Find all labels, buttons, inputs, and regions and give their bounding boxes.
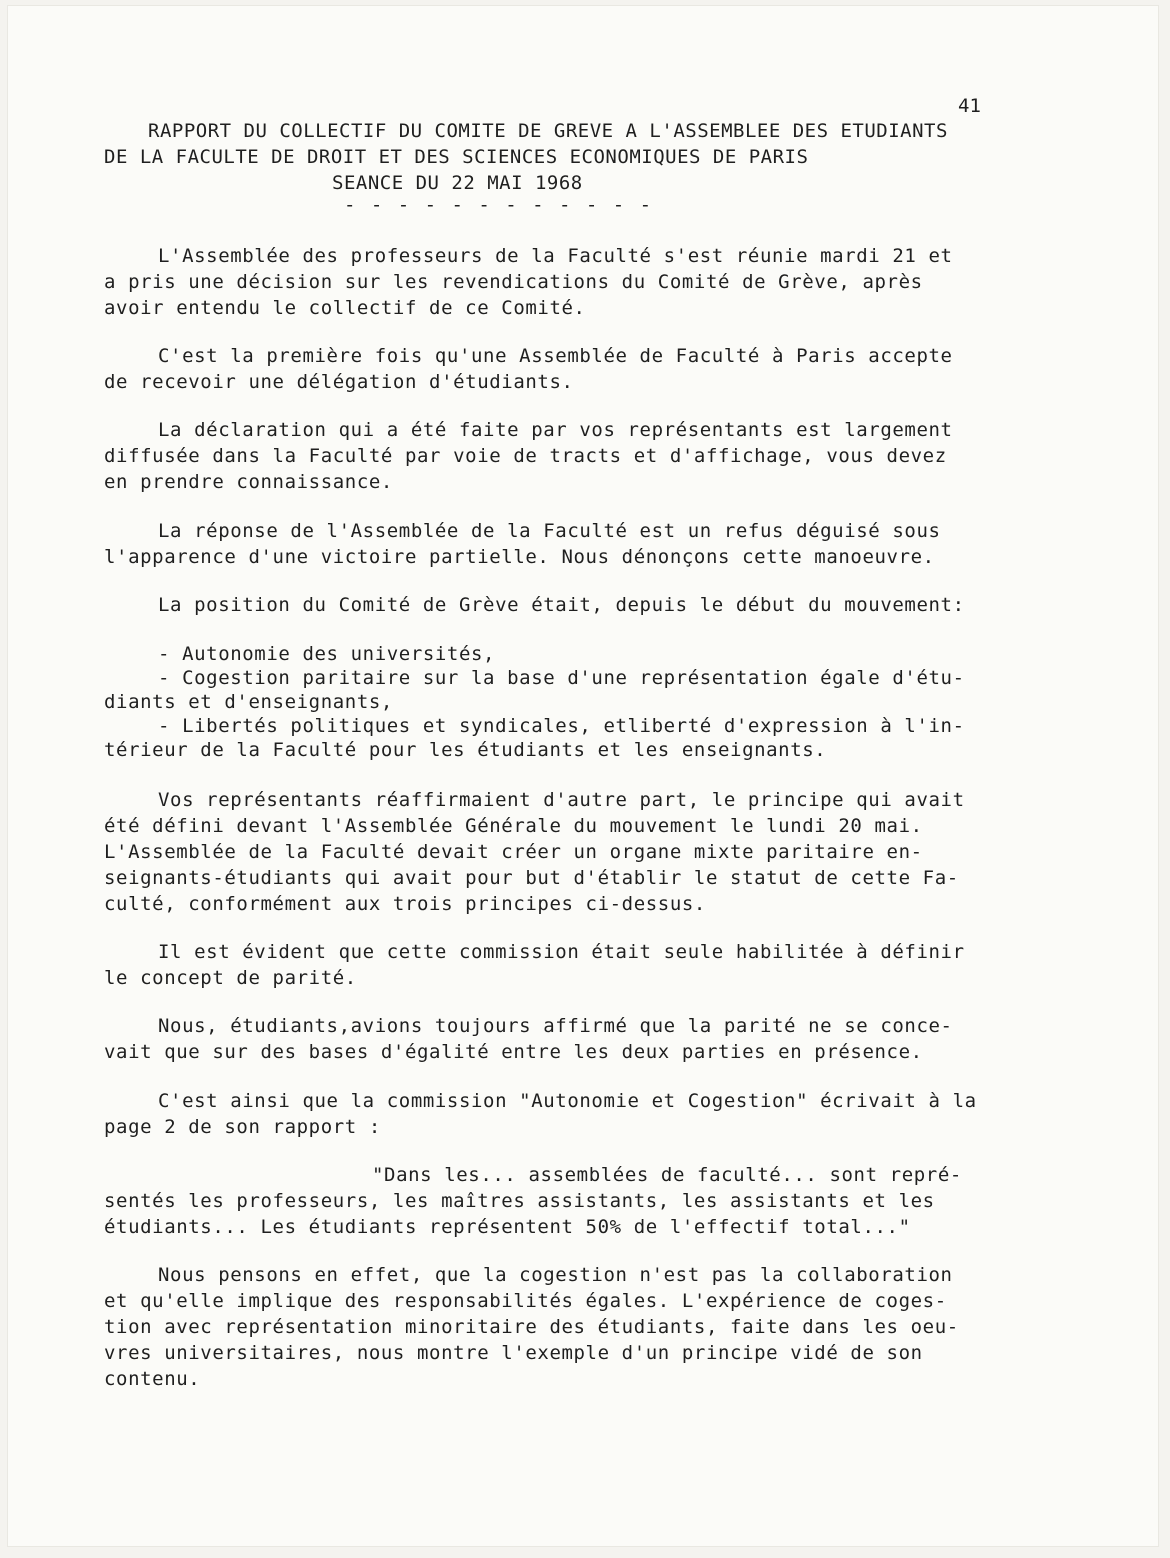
quote-line: étudiants... Les étudiants représentent 50% de l'effectif total..." [104,1216,911,1238]
body-line: avoir entendu le collectif de ce Comité. [104,297,586,319]
body-line: Nous, étudiants,avions toujours affirmé que la parité ne se conce- [158,1015,953,1037]
page-number: 41 [958,95,981,117]
list-item: - Cogestion paritaire sur la base d'une représentation égale d'étu- [158,667,965,689]
body-line: Il est évident que cette commission était seule habilitée à définir [158,941,965,963]
body-line: C'est la première fois qu'une Assemblée de Faculté à Paris accepte [158,345,953,367]
quote-line: "Dans les... assemblées de faculté... sont repré- [372,1164,962,1186]
title-line-2: DE LA FACULTE DE DROIT ET DES SCIENCES ECONOMIQUES DE PARIS [104,146,809,168]
body-line: vait que sur des bases d'égalité entre les deux parties en présence. [104,1041,923,1063]
list-item: - Libertés politiques et syndicales, etliberté d'expression à l'in- [158,715,965,737]
title-line-3: SEANCE DU 22 MAI 1968 [332,172,583,194]
body-line: de recevoir une délégation d'étudiants. [104,371,574,393]
body-line: et qu'elle implique des responsabilités égales. L'expérience de coges- [104,1290,947,1312]
body-line: Vos représentants réaffirmaient d'autre part, le principe qui avait [158,789,965,811]
body-line: L'Assemblée de la Faculté devait créer un organe mixte paritaire en- [104,841,923,863]
body-line: l'apparence d'une victoire partielle. Nous dénonçons cette manoeuvre. [104,546,935,568]
body-line: en prendre connaissance. [104,471,393,493]
body-line: vres universitaires, nous montre l'exemple d'un principe vidé de son [104,1342,923,1364]
body-line: C'est ainsi que la commission "Autonomie et Cogestion" écrivait à la [158,1090,977,1112]
body-line: Nous pensons en effet, que la cogestion n'est pas la collaboration [158,1264,953,1286]
body-line: a pris une décision sur les revendications du Comité de Grève, après [104,271,923,293]
quote-line: sentés les professeurs, les maîtres assistants, les assistants et les [104,1190,935,1212]
body-line: page 2 de son rapport : [104,1116,381,1138]
body-line: L'Assemblée des professeurs de la Faculté s'est réunie mardi 21 et [158,245,953,267]
body-line: été défini devant l'Assemblée Générale du mouvement le lundi 20 mai. [104,815,923,837]
body-line: le concept de parité. [104,967,357,989]
body-line: tion avec représentation minoritaire des étudiants, faite dans les oeu- [104,1316,959,1338]
body-line: térieur de la Faculté pour les étudiants et les enseignants. [104,739,827,761]
body-line: La déclaration qui a été faite par vos représentants est largement [158,419,953,441]
body-line: seignants-étudiants qui avait pour but d'établir le statut de cette Fa- [104,867,959,889]
body-line: diants et d'enseignants, [104,691,393,713]
list-item: - Autonomie des universités, [158,643,496,665]
body-line: culté, conformément aux trois principes ci-dessus. [104,893,706,915]
body-line: contenu. [104,1368,201,1390]
title-line-1: RAPPORT DU COLLECTIF DU COMITE DE GREVE A L'ASSEMBLEE DES ETUDIANTS [148,120,948,142]
body-line: La position du Comité de Grève était, depuis le début du mouvement: [158,594,965,616]
body-line: La réponse de l'Assemblée de la Faculté est un refus déguisé sous [158,520,941,542]
body-line: diffusée dans la Faculté par voie de tracts et d'affichage, vous devez [104,445,947,467]
title-separator: - - - - - - - - - - - - [344,194,654,216]
